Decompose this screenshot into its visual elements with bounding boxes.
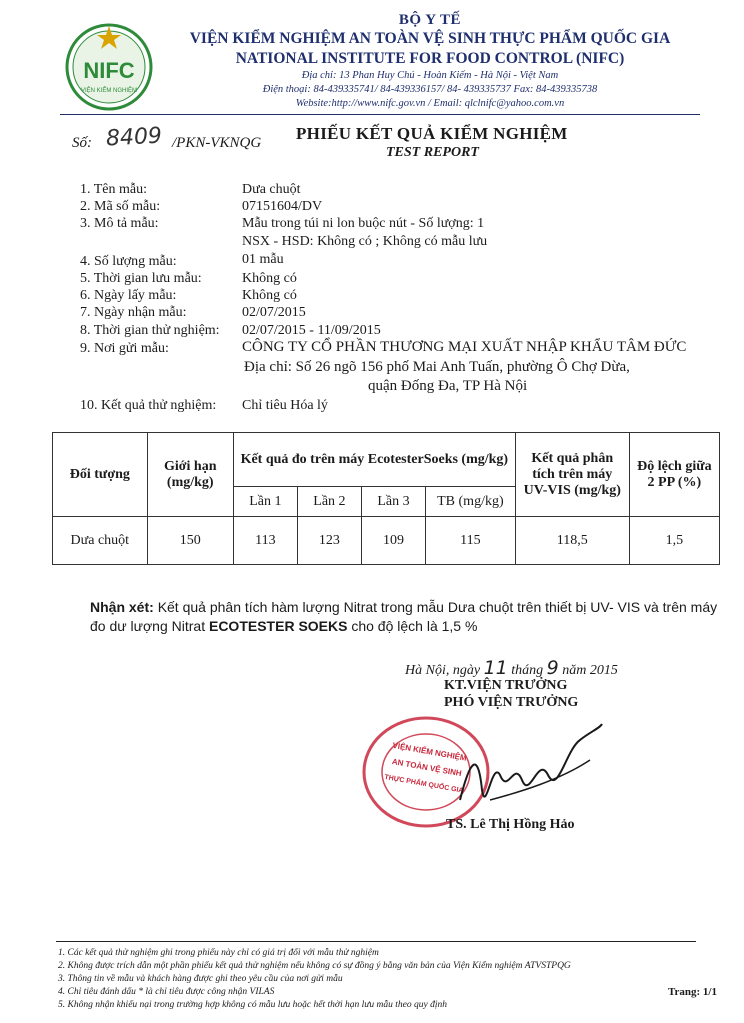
cell-tb: 115 (425, 517, 515, 565)
cell-lan2: 123 (297, 517, 361, 565)
info-label-sender: 9. Nơi gửi mẫu: (80, 341, 169, 356)
institute-address: Địa chỉ: 13 Phan Huy Chú - Hoàn Kiếm - Hà Nội - Việt Nam (301, 70, 559, 81)
svg-text:THỰC PHẨM QUỐC GIA: THỰC PHẨM QUỐC GIA (383, 773, 464, 795)
info-value-sender: CÔNG TY CỔ PHẦN THƯƠNG MẠI XUẤT NHẬP KHẨU TÂM ĐỨC (242, 339, 687, 355)
info-label-quantity: 4. Số lượng mẫu: (80, 254, 177, 269)
remark-device: ECOTESTER SOEKS (208, 618, 348, 634)
remark-paragraph (90, 598, 720, 636)
header-lan1: Lần 1 (233, 487, 297, 517)
header-deviation: Độ lệch giữa 2 PP (%) (629, 433, 719, 517)
header-uvvis: Kết quả phân tích trên máy UV-VIS (mg/kg) (515, 433, 629, 517)
info-label-storage-time: 5. Thời gian lưu mẫu: (80, 271, 202, 286)
sign-date (405, 657, 618, 679)
institute-website: Website:http://www.nifc.gov.vn / Email: qlclnifc@yahoo.com.vn (295, 98, 565, 109)
info-label-sample-code: 2. Mã số mẫu: (80, 199, 161, 214)
footer-note-5: 5. Không nhận khiếu nại trong trường hợp không có mẫu lưu hoặc hết thời hạn lưu mẫu theo quy định (58, 1000, 447, 1010)
report-title-en: TEST REPORT (386, 145, 479, 160)
date-year: năm 2015 (562, 663, 618, 678)
cell-lan1: 113 (233, 517, 297, 565)
footer-note-3: 3. Thông tin về mẫu và khách hàng được ghi theo yêu cầu của nơi gửi mẫu (58, 974, 343, 984)
info-label-test-result: 10. Kết quả thử nghiệm: (80, 398, 217, 413)
remark-text: Kết quả phân tích hàm lượng Nitrat trong mẫu Dưa chuột trên thiết bị UV- VIS và trên máy đo dư lượng Nitrat (90, 599, 718, 634)
results-table (52, 432, 720, 565)
institute-name-en: NATIONAL INSTITUTE FOR FOOD CONTROL (NIFC) (235, 50, 625, 67)
cell-deviation: 1,5 (629, 517, 719, 565)
table-row (53, 517, 720, 565)
cell-lan3: 109 (361, 517, 425, 565)
header-lan2: Lần 2 (297, 487, 361, 517)
info-value-sampling-date: Không có (242, 288, 297, 303)
date-month: 9 (546, 657, 559, 679)
info-value-sender-address: Địa chỉ: Số 26 ngõ 156 phố Mai Anh Tuấn, phường Ô Chợ Dừa, (244, 359, 630, 375)
svg-text:VIỆN KIỂM NGHIỆM: VIỆN KIỂM NGHIỆM (391, 740, 468, 763)
institute-name-vn: VIỆN KIỂM NGHIỆM AN TOÀN VỆ SINH THỰC PHẨM QUỐC GIA (189, 30, 671, 47)
svg-text:AN TOÀN VỆ SINH: AN TOÀN VỆ SINH (391, 757, 463, 779)
header-lan3: Lần 3 (361, 487, 425, 517)
info-value-sample-name: Dưa chuột (242, 182, 301, 197)
info-label-sampling-date: 6. Ngày lấy mẫu: (80, 288, 177, 303)
report-number-handwritten: 8409 (105, 123, 163, 152)
footer-divider (56, 941, 696, 942)
nifc-logo (64, 22, 154, 112)
signer-position-2: PHÓ VIỆN TRƯỞNG (444, 695, 579, 710)
info-label-sample-name: 1. Tên mẫu: (80, 182, 148, 197)
logo-text: NIFC (83, 58, 135, 83)
info-value-description-2: NSX - HSD: Không có ; Không có mẫu lưu (242, 234, 488, 249)
header-tb: TB (mg/kg) (425, 487, 515, 517)
info-label-description: 3. Mô tả mẫu: (80, 216, 159, 231)
header-divider (60, 114, 700, 115)
cell-uvvis: 118,5 (515, 517, 629, 565)
date-prefix: Hà Nội, ngày (405, 663, 481, 678)
header-limit: Giới hạn (mg/kg) (147, 433, 233, 517)
info-value-quantity: 01 mẫu (242, 252, 284, 267)
remark-label: Nhận xét: (90, 599, 154, 615)
header-object: Đối tượng (53, 433, 148, 517)
info-value-received-date: 02/07/2015 (242, 305, 306, 320)
header-ecotester: Kết quả đo trên máy EcotesterSoeks (mg/kg) (233, 433, 515, 487)
institute-phone: Điện thoại: 84-439335741/ 84-439336157/ 84- 439335737 Fax: 84-439335738 (262, 84, 598, 95)
page-number: Trang: 1/1 (668, 986, 717, 998)
info-value-description: Mẫu trong túi ni lon buộc nút - Số lượng: 1 (242, 216, 485, 231)
cell-object: Dưa chuột (53, 517, 148, 565)
report-title-vn: PHIẾU KẾT QUẢ KIỂM NGHIỆM (296, 124, 568, 143)
logo-subtext: VIỆN KIỂM NGHIỆM (80, 88, 138, 94)
footer-note-1: 1. Các kết quả thử nghiệm ghi trong phiếu này chỉ có giá trị đối với mẫu thử nghiệm (58, 948, 379, 958)
signer-name: TS. Lê Thị Hồng Hảo (446, 817, 575, 832)
info-label-received-date: 7. Ngày nhận mẫu: (80, 305, 187, 320)
date-day: 11 (483, 657, 508, 679)
ministry-name: BỘ Y TẾ (398, 12, 462, 28)
cell-limit: 150 (147, 517, 233, 565)
report-number-label: Số: (72, 135, 92, 151)
report-number-suffix: /PKN-VKNQG (172, 135, 262, 151)
remark-text-end: cho độ lệch là 1,5 % (351, 618, 478, 634)
info-value-test-result: Chỉ tiêu Hóa lý (242, 398, 328, 413)
info-value-storage-time: Không có (242, 271, 297, 286)
footer-note-2: 2. Không được trích dẫn một phần phiếu kết quả thử nghiệm nếu không có sự đồng ý bằng văn bản của Viện Kiểm nghiệm ATVSTPQG (58, 961, 571, 971)
signer-position-1: KT.VIỆN TRƯỞNG (444, 678, 568, 693)
handwritten-signature (430, 720, 630, 820)
info-value-sample-code: 07151604/DV (242, 199, 323, 214)
info-value-sender-district: quận Đống Đa, TP Hà Nội (368, 378, 528, 394)
footer-note-4: 4. Chỉ tiêu đánh dấu * là chỉ tiêu được công nhận VILAS (58, 987, 275, 997)
info-value-test-period: 02/07/2015 - 11/09/2015 (242, 323, 381, 338)
info-label-test-period: 8. Thời gian thử nghiệm: (80, 323, 220, 338)
date-month-label: tháng (511, 663, 544, 678)
